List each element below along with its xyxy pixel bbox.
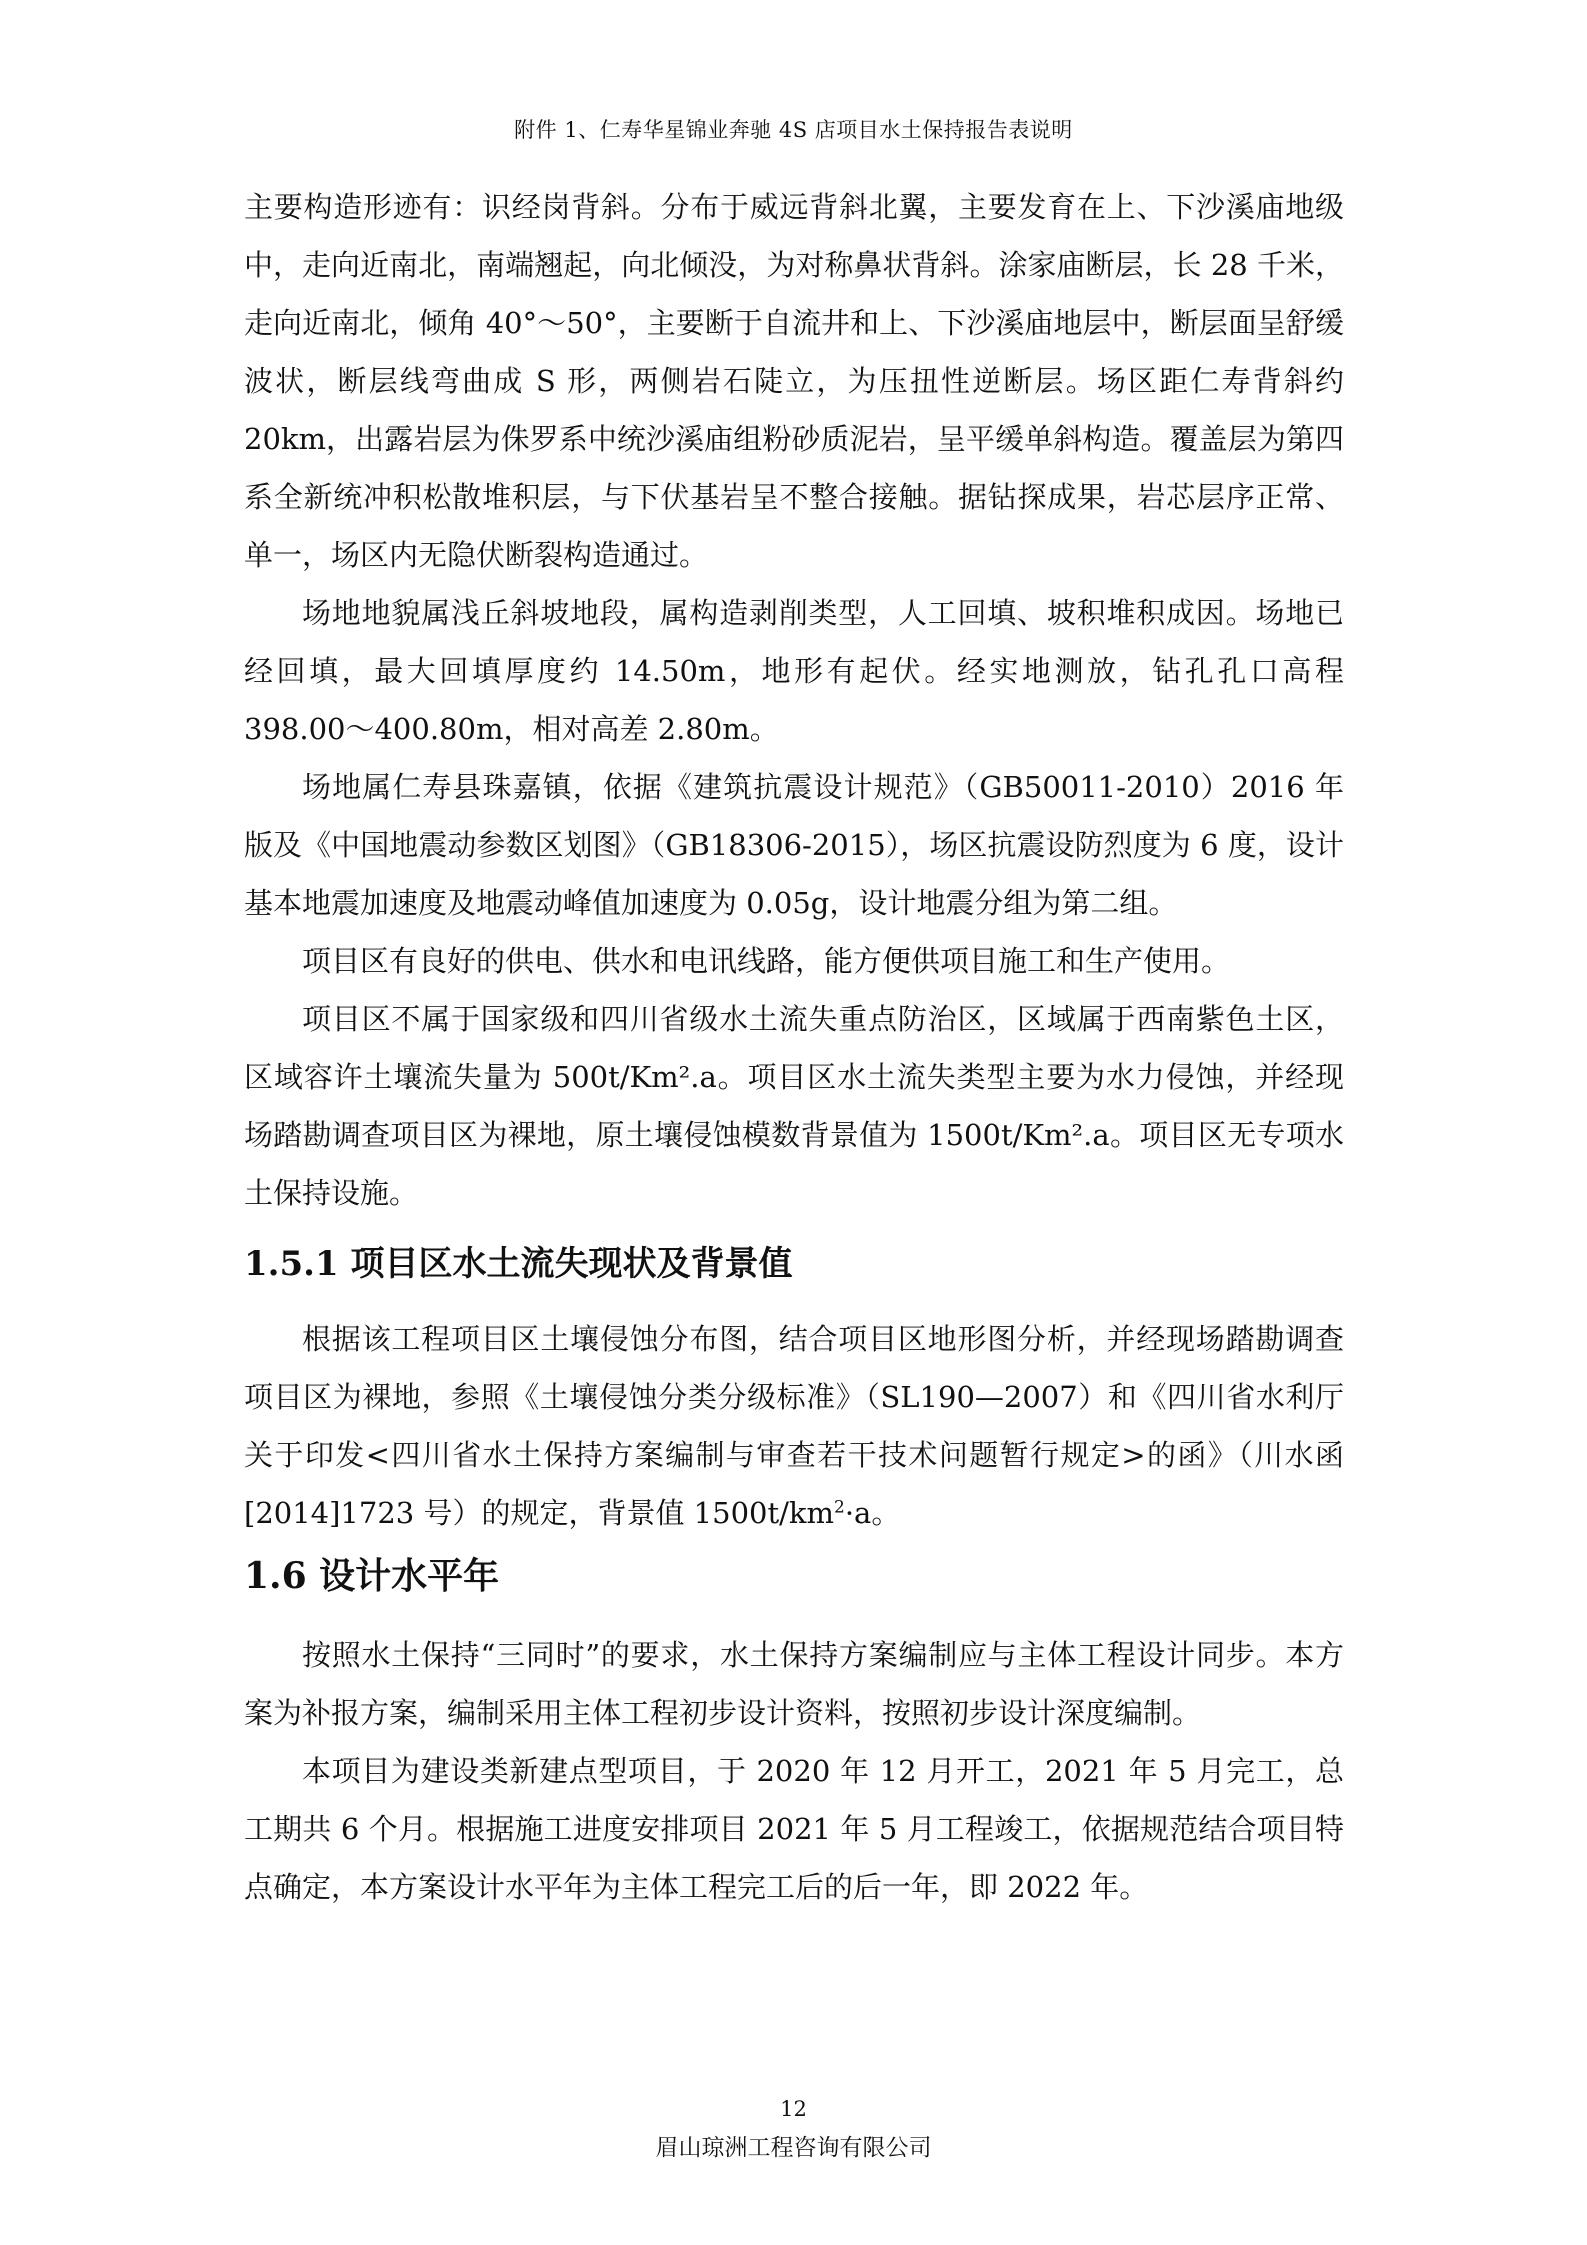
paragraph-background-value [244, 1310, 1344, 1542]
document-body [244, 178, 1344, 1916]
paragraph-background-tail: ·a。 [844, 1496, 901, 1530]
paragraph-seismic: 场地属仁寿县珠嘉镇，依据《建筑抗震设计规范》（GB50011-2010）2016 年版及《中国地震动参数区划图》（GB18306-2015），场区抗震设防烈度为 6 度，设计基本地震加速度及地震动峰值加速度为 0.05g，设计地震分组为第二组。 [244, 770, 1344, 920]
paragraph-background-text: 根据该工程项目区土壤侵蚀分布图，结合项目区地形图分析，并经现场踏勘调查项目区为裸地，参照《土壤侵蚀分类分级标准》（SL190—2007）和《四川省水利厅关于印发<四川省水土保持方案编制与审查若干技术问题暂行规定>的函》（川水函[2014]1723 号）的规定，背景值 1500t/km [244, 1322, 1344, 1530]
page-number: 12 [780, 2097, 807, 2121]
paragraph-landform: 场地地貌属浅丘斜坡地段，属构造剥削类型，人工回填、坡积堆积成因。场地已经回填，最大回填厚度约 14.50m，地形有起伏。经实地测放，钻孔孔口高程 398.00～400.80m，相对高差 2.80m。 [244, 596, 1344, 746]
paragraph-utilities: 项目区有良好的供电、供水和电讯线路，能方便供项目施工和生产使用。 [302, 944, 1231, 978]
paragraph-structure: 主要构造形迹有：识经岗背斜。分布于威远背斜北翼，主要发育在上、下沙溪庙地级中，走向近南北，南端翘起，向北倾没，为对称鼻状背斜。涂家庙断层，长 28 千米，走向近南北，倾角 40°～50°，主要断于自流井和上、下沙溪庙地层中，断层面呈舒缓波状，断层线弯曲成 S 形，两侧岩石陡立，为压扭性逆断层。场区距仁寿背斜约 20km，出露岩层为侏罗系中统沙溪庙组粉砂质泥岩，呈平缓单斜构造。覆盖层为第四系全新统冲积松散堆积层，与下伏基岩呈不整合接触。据钻探成果，岩芯层序正常、单一，场区内无隐伏断裂构造通过。 [244, 190, 1344, 572]
section-heading-1-5-1: 1.5.1 项目区水土流失现状及背景值 [244, 1244, 793, 1284]
paragraph-three-simultaneous: 按照水土保持“三同时”的要求，水土保持方案编制应与主体工程设计同步。本方案为补报方案，编制采用主体工程初步设计资料，按照初步设计深度编制。 [244, 1638, 1344, 1730]
paragraph-schedule: 本项目为建设类新建点型项目，于 2020 年 12 月开工，2021 年 5 月完工，总工期共 6 个月。根据施工进度安排项目 2021 年 5 月工程竣工，依据规范结合项目特点确定，本方案设计水平年为主体工程完工后的后一年，即 2022 年。 [244, 1754, 1344, 1904]
section-heading-1-6: 1.6 设计水平年 [244, 1555, 500, 1597]
page-header: 附件 1、仁寿华星锦业奔驰 4S 店项目水土保持报告表说明 [514, 118, 1073, 142]
footer-company: 眉山琼洲工程咨询有限公司 [655, 2135, 932, 2161]
superscript-2: 2 [833, 1497, 845, 1518]
paragraph-erosion-zone: 项目区不属于国家级和四川省级水土流失重点防治区，区域属于西南紫色土区，区域容许土壤流失量为 500t/Km².a。项目区水土流失类型主要为水力侵蚀，并经现场踏勘调查项目区为裸地，原土壤侵蚀模数背景值为 1500t/Km².a。项目区无专项水土保持设施。 [244, 1002, 1344, 1210]
